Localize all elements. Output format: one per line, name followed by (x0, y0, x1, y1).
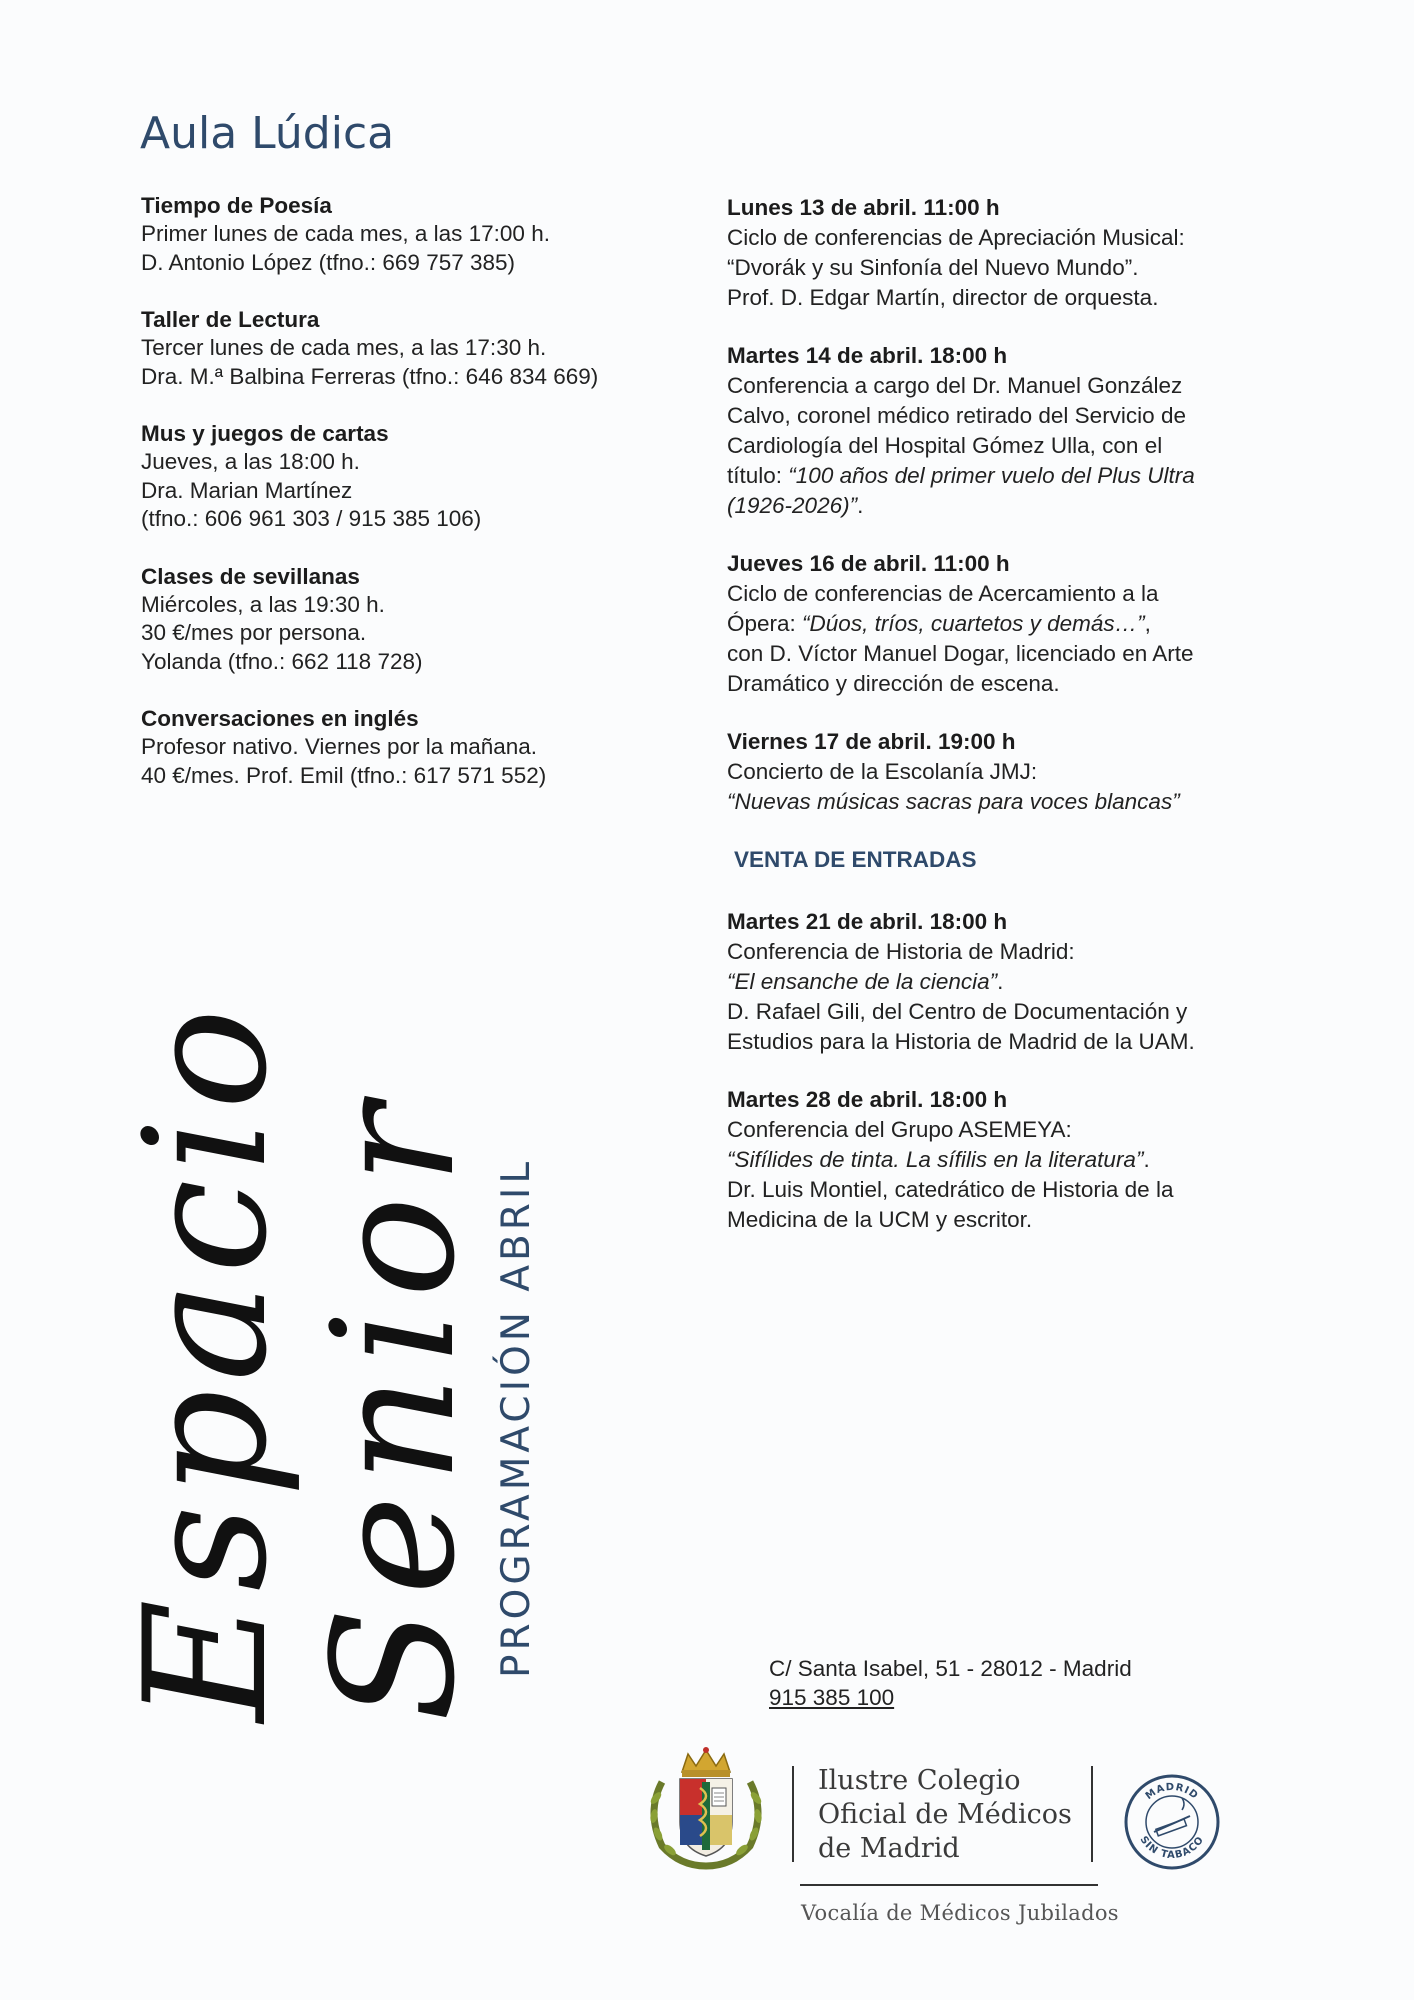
event-line: Estudios para la Historia de Madrid de la UAM. (727, 1029, 1195, 1054)
phone-link[interactable]: 915 385 100 (769, 1685, 895, 1710)
event-martes-14 (727, 341, 1267, 521)
senior-title: Senior (296, 1092, 492, 1722)
event-lunes-13 (727, 193, 1267, 313)
event-line: Conferencia del Grupo ASEMEYA: (727, 1117, 1072, 1142)
event-line: Ciclo de conferencias de Acercamiento a la (727, 581, 1159, 606)
activity-line: Profesor nativo. Viernes por la mañana. (141, 734, 538, 759)
aula-activities-list (141, 192, 681, 819)
event-title-italic: “Sifílides de tinta. La sífilis en la literatura” (727, 1147, 1144, 1172)
event-title-italic: “100 años del primer vuelo del Plus Ultra (788, 463, 1195, 488)
event-line: “Dvorák y su Sinfonía del Nuevo Mundo”. (727, 255, 1139, 280)
event-line (727, 967, 1267, 997)
college-line: Ilustre Colegio (818, 1765, 1021, 1796)
activity-conversaciones-en-ingles (141, 705, 681, 790)
college-line: Oficial de Médicos (818, 1799, 1072, 1830)
event-line: Prof. D. Edgar Martín, director de orquesta. (727, 285, 1159, 310)
college-line: de Madrid (818, 1833, 960, 1864)
footer-divider-horizontal (800, 1884, 1098, 1886)
event-jueves-16 (727, 549, 1267, 699)
event-date: Jueves 16 de abril. 11:00 h (727, 551, 1010, 576)
event-date: Martes 21 de abril. 18:00 h (727, 909, 1008, 934)
event-line: Dr. Luis Montiel, catedrático de Historia de la (727, 1177, 1174, 1202)
badge-bottom-text: SIN TABACO (1137, 1834, 1207, 1862)
activity-line: Miércoles, a las 19:30 h. (141, 591, 385, 617)
espacio-title: Espacio (108, 1000, 304, 1722)
activity-title: Tiempo de Poesía (141, 193, 332, 218)
activity-line: 40 €/mes. Prof. Emil (tfno.: 617 571 552) (141, 762, 547, 788)
event-text: , (1144, 611, 1151, 636)
event-title-italic: “El ensanche de la ciencia” (727, 969, 998, 994)
event-line: Ciclo de conferencias de Apreciación Musical: (727, 225, 1185, 250)
activity-title: Conversaciones en inglés (141, 706, 419, 731)
activity-line: Tercer lunes de cada mes, a las 17:30 h. (141, 335, 547, 360)
event-line (727, 461, 1267, 491)
activity-line: D. Antonio López (tfno.: 669 757 385) (141, 249, 516, 275)
event-text: . (857, 493, 864, 518)
activity-line: Primer lunes de cada mes, a las 17:00 h. (141, 221, 550, 246)
activity-clases-de-sevillanas (141, 563, 681, 677)
event-line: con D. Víctor Manuel Dogar, licenciado en Arte (727, 641, 1194, 666)
event-text: Ópera: (727, 611, 803, 636)
activity-line: Yolanda (tfno.: 662 118 728) (141, 648, 423, 674)
madrid-sin-tabaco-icon (1122, 1772, 1222, 1872)
event-line: Medicina de la UCM y escritor. (727, 1207, 1033, 1232)
activity-line: 30 €/mes por persona. (141, 620, 367, 645)
event-date: Viernes 17 de abril. 19:00 h (727, 729, 1016, 754)
event-line (727, 609, 1267, 639)
event-line: Cardiología del Hospital Gómez Ulla, con el (727, 433, 1163, 458)
vocalia-label: Vocalía de Médicos Jubilados (801, 1901, 1119, 1925)
event-date: Lunes 13 de abril. 11:00 h (727, 195, 1000, 220)
event-title-italic: (1926-2026)” (727, 493, 858, 518)
event-martes-28 (727, 1085, 1267, 1235)
event-title-italic: “Dúos, tríos, cuartetos y demás…” (802, 611, 1145, 636)
activity-title: Mus y juegos de cartas (141, 421, 389, 446)
activity-tiempo-de-poesia (141, 192, 681, 277)
event-line: Dramático y dirección de escena. (727, 671, 1060, 696)
college-name (818, 1764, 1072, 1866)
event-line: D. Rafael Gili, del Centro de Documentación y (727, 999, 1188, 1024)
badge-top-text: MADRID (1143, 1781, 1201, 1803)
programacion-abril-title: PROGRAMACIÓN ABRIL (494, 1157, 539, 1678)
event-line (727, 1145, 1267, 1175)
activity-title: Taller de Lectura (141, 307, 320, 332)
event-line (727, 787, 1267, 817)
coat-of-arms-icon (640, 1742, 772, 1874)
event-text: . (997, 969, 1004, 994)
event-line: Calvo, coronel médico retirado del Servicio de (727, 403, 1186, 428)
activity-line: Jueves, a las 18:00 h. (141, 449, 360, 474)
aula-ludica-title: Aula Lúdica (140, 108, 395, 159)
event-date: Martes 28 de abril. 18:00 h (727, 1087, 1008, 1112)
events-schedule (727, 193, 1267, 1263)
event-date: Martes 14 de abril. 18:00 h (727, 343, 1008, 368)
event-text: . (1143, 1147, 1150, 1172)
activity-line: (tfno.: 606 961 303 / 915 385 106) (141, 506, 482, 531)
svg-text:MADRID (1144, 1782, 1201, 1802)
event-viernes-17 (727, 727, 1267, 817)
activity-line: Dra. M.ª Balbina Ferreras (tfno.: 646 834 669) (141, 363, 599, 389)
event-line: Conferencia de Historia de Madrid: (727, 939, 1075, 964)
street-address: C/ Santa Isabel, 51 - 28012 - Madrid (769, 1656, 1132, 1681)
footer-divider-left (792, 1766, 794, 1862)
event-martes-21 (727, 907, 1267, 1057)
event-line: Concierto de la Escolanía JMJ: (727, 759, 1038, 784)
venta-de-entradas-heading: VENTA DE ENTRADAS (734, 847, 977, 872)
activity-line: Dra. Marian Martínez (141, 477, 353, 503)
activity-taller-de-lectura (141, 306, 681, 391)
event-line: Conferencia a cargo del Dr. Manuel González (727, 373, 1183, 398)
address-block (769, 1654, 1132, 1712)
activity-title: Clases de sevillanas (141, 563, 360, 589)
event-text: título: (727, 463, 789, 488)
activity-mus-y-cartas (141, 420, 681, 534)
event-title-italic: “Nuevas músicas sacras para voces blancas” (727, 789, 1180, 814)
event-line (727, 491, 1267, 521)
footer-divider-right (1091, 1766, 1093, 1862)
